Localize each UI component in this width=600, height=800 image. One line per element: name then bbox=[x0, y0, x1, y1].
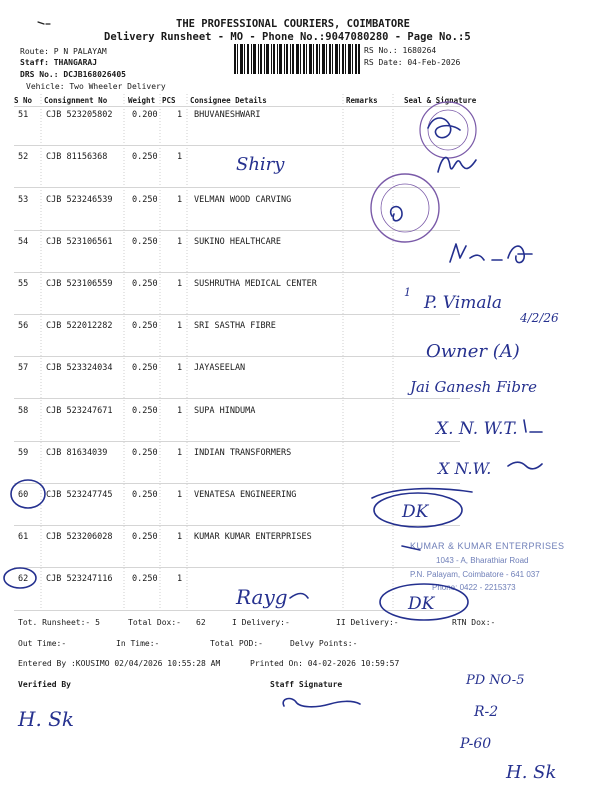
row-consignee: SRI SASTHA FIBRE bbox=[194, 321, 276, 331]
staff-signature bbox=[283, 699, 360, 707]
company-name: THE PROFESSIONAL COURIERS, COIMBATORE bbox=[176, 18, 410, 30]
company-stamp-address: 1043 - A, Bharathiar Road bbox=[436, 556, 529, 565]
row-sno: 56 bbox=[18, 321, 29, 331]
row-consignment: CJB 523246539 bbox=[46, 195, 113, 205]
row-sno: 54 bbox=[18, 237, 29, 247]
tally-initials: H. Sk bbox=[506, 762, 557, 783]
row-sno: 52 bbox=[18, 152, 29, 162]
row52-signature: Shiry bbox=[236, 154, 285, 175]
row-consignment: CJB 523324034 bbox=[46, 363, 113, 373]
row-pcs: 1 bbox=[177, 406, 183, 416]
i-delivery: I Delivery:- bbox=[232, 618, 290, 627]
row-weight: 0.250 bbox=[132, 448, 158, 458]
circle-row60 bbox=[11, 480, 45, 508]
printed-on: Printed On: 04-02-2026 10:59:57 bbox=[250, 659, 400, 668]
row-sno: 62 bbox=[18, 574, 29, 584]
row-pcs: 1 bbox=[177, 448, 183, 458]
circle-row62 bbox=[4, 568, 36, 588]
row-consignment: CJB 523205802 bbox=[46, 110, 113, 120]
staff-label: Staff: THANGARAJ bbox=[20, 58, 98, 67]
row57-signature: Jai Ganesh Fibre bbox=[410, 378, 537, 396]
col-consignee-header: Consignee Details bbox=[190, 96, 267, 105]
row-consignment: CJB 523247116 bbox=[46, 574, 113, 584]
row59-tail bbox=[508, 462, 542, 469]
col-sno-header: S No bbox=[14, 96, 33, 105]
in-time: In Time:- bbox=[116, 639, 160, 648]
rs-number: RS No.: 1680264 bbox=[364, 46, 437, 55]
stamp-strike bbox=[402, 546, 420, 550]
tally-pd-no: PD NO-5 bbox=[466, 673, 525, 688]
signature-row53 bbox=[391, 207, 402, 221]
row55-signature: P. Vimala bbox=[424, 293, 503, 313]
row56-signature: Owner (A) bbox=[426, 341, 520, 362]
row-sno: 55 bbox=[18, 279, 29, 289]
row-weight: 0.200 bbox=[132, 110, 158, 120]
row-consignment: CJB 522012282 bbox=[46, 321, 113, 331]
row-sno: 58 bbox=[18, 406, 29, 416]
row-consignment: CJB 81634039 bbox=[46, 448, 108, 458]
col-weight-header: Weight bbox=[128, 96, 156, 105]
row59-signature: X N.W. bbox=[438, 459, 492, 478]
corner-tick: 1 bbox=[404, 286, 411, 299]
signature-row52-seal bbox=[438, 157, 476, 172]
row-weight: 0.250 bbox=[132, 574, 158, 584]
row-weight: 0.250 bbox=[132, 152, 158, 162]
row-consignee: VENATESA ENGINEERING bbox=[194, 490, 297, 500]
company-stamp-name: KUMAR & KUMAR ENTERPRISES bbox=[410, 541, 565, 551]
row-pcs: 1 bbox=[177, 237, 183, 247]
col-remarks-header: Remarks bbox=[346, 96, 378, 105]
row-pcs: 1 bbox=[177, 110, 183, 120]
rs-date: RS Date: 04-Feb-2026 bbox=[364, 58, 461, 67]
row-sno: 61 bbox=[18, 532, 29, 542]
row-pcs: 1 bbox=[177, 363, 183, 373]
row-weight: 0.250 bbox=[132, 490, 158, 500]
row-weight: 0.250 bbox=[132, 532, 158, 542]
row-consignee: SUKINO HEALTHCARE bbox=[194, 237, 281, 247]
tot-runsheet: Tot. Runsheet:- 5 bbox=[18, 618, 100, 627]
row62-tail bbox=[290, 594, 308, 599]
dk-initials-row60: DK bbox=[402, 502, 429, 522]
row-pcs: 1 bbox=[177, 152, 183, 162]
row-consignment: CJB 523106561 bbox=[46, 237, 113, 247]
row-pcs: 1 bbox=[177, 532, 183, 542]
row-pcs: 1 bbox=[177, 195, 183, 205]
row-consignment: CJB 523206028 bbox=[46, 532, 113, 542]
company-stamp-phone: Phone: 0422 - 2215373 bbox=[432, 583, 516, 592]
row-sno: 53 bbox=[18, 195, 29, 205]
row62-signature: Rayg bbox=[236, 585, 288, 609]
col-seal-header: Seal & Signature bbox=[404, 96, 477, 105]
row-weight: 0.250 bbox=[132, 321, 158, 331]
row-weight: 0.250 bbox=[132, 406, 158, 416]
row-weight: 0.250 bbox=[132, 237, 158, 247]
route-label: Route: P N PALAYAM bbox=[20, 47, 107, 56]
col-consignment-header: Consignment No bbox=[44, 96, 108, 105]
col-pcs-header: PCS bbox=[162, 96, 176, 105]
out-time: Out Time:- bbox=[18, 639, 67, 648]
row-consignment: CJB 523247671 bbox=[46, 406, 113, 416]
row58-tail bbox=[524, 420, 542, 432]
total-pod: Total POD:- bbox=[210, 639, 263, 648]
row-sno: 60 bbox=[18, 490, 29, 500]
verified-by-label: Verified By bbox=[18, 680, 71, 689]
signature-row51 bbox=[428, 118, 460, 138]
row-consignee: KUMAR KUMAR ENTERPRISES bbox=[194, 532, 312, 542]
row-consignment: CJB 523247745 bbox=[46, 490, 113, 500]
row-pcs: 1 bbox=[177, 321, 183, 331]
row58-signature: X. N. W.T. bbox=[436, 419, 518, 439]
tally-p: P-60 bbox=[460, 736, 492, 752]
total-dox-label: Total Dox:- bbox=[128, 618, 181, 627]
row-consignee: VELMAN WOOD CARVING bbox=[194, 195, 292, 205]
rtn-dox: RTN Dox:- bbox=[452, 618, 496, 627]
ii-delivery: II Delivery:- bbox=[336, 618, 399, 627]
tally-r: R-2 bbox=[474, 704, 499, 720]
row-sno: 59 bbox=[18, 448, 29, 458]
pen-mark bbox=[38, 22, 50, 24]
delvy-points: Delvy Points:- bbox=[290, 639, 358, 648]
row-sno: 57 bbox=[18, 363, 29, 373]
row-pcs: 1 bbox=[177, 279, 183, 289]
runsheet-subtitle: Delivery Runsheet - MO - Phone No.:9047080280 - Page No.:5 bbox=[104, 31, 471, 43]
signature-row54 bbox=[450, 244, 532, 263]
row-consignment: CJB 523106559 bbox=[46, 279, 113, 289]
company-stamp-city: P.N. Palayam, Coimbatore - 641 037 bbox=[410, 570, 540, 579]
round-seal bbox=[371, 102, 476, 242]
row-consignee: SUPA HINDUMA bbox=[194, 406, 256, 416]
row55-date: 4/2/26 bbox=[520, 311, 559, 325]
staff-signature-label: Staff Signature bbox=[270, 680, 343, 689]
row-weight: 0.250 bbox=[132, 363, 158, 373]
row-pcs: 1 bbox=[177, 490, 183, 500]
row-weight: 0.250 bbox=[132, 279, 158, 289]
row-consignment: CJB 81156368 bbox=[46, 152, 108, 162]
row-consignee: SUSHRUTHA MEDICAL CENTER bbox=[194, 279, 317, 289]
verifier-initials: H. Sk bbox=[18, 707, 74, 731]
vehicle-label: Vehicle: Two Wheeler Delivery bbox=[26, 82, 166, 91]
row-pcs: 1 bbox=[177, 574, 183, 584]
dk-initials-row62: DK bbox=[408, 594, 435, 614]
row-consignee: JAYASEELAN bbox=[194, 363, 246, 373]
row-consignee: INDIAN TRANSFORMERS bbox=[194, 448, 292, 458]
row-consignee: BHUVANESHWARI bbox=[194, 110, 261, 120]
row-sno: 51 bbox=[18, 110, 29, 120]
entered-by: Entered By :KOUSIMO 02/04/2026 10:55:28 AM bbox=[18, 659, 221, 668]
row-weight: 0.250 bbox=[132, 195, 158, 205]
drs-number: DRS No.: DCJB168026405 bbox=[20, 70, 126, 79]
total-dox-value: 62 bbox=[196, 618, 206, 627]
